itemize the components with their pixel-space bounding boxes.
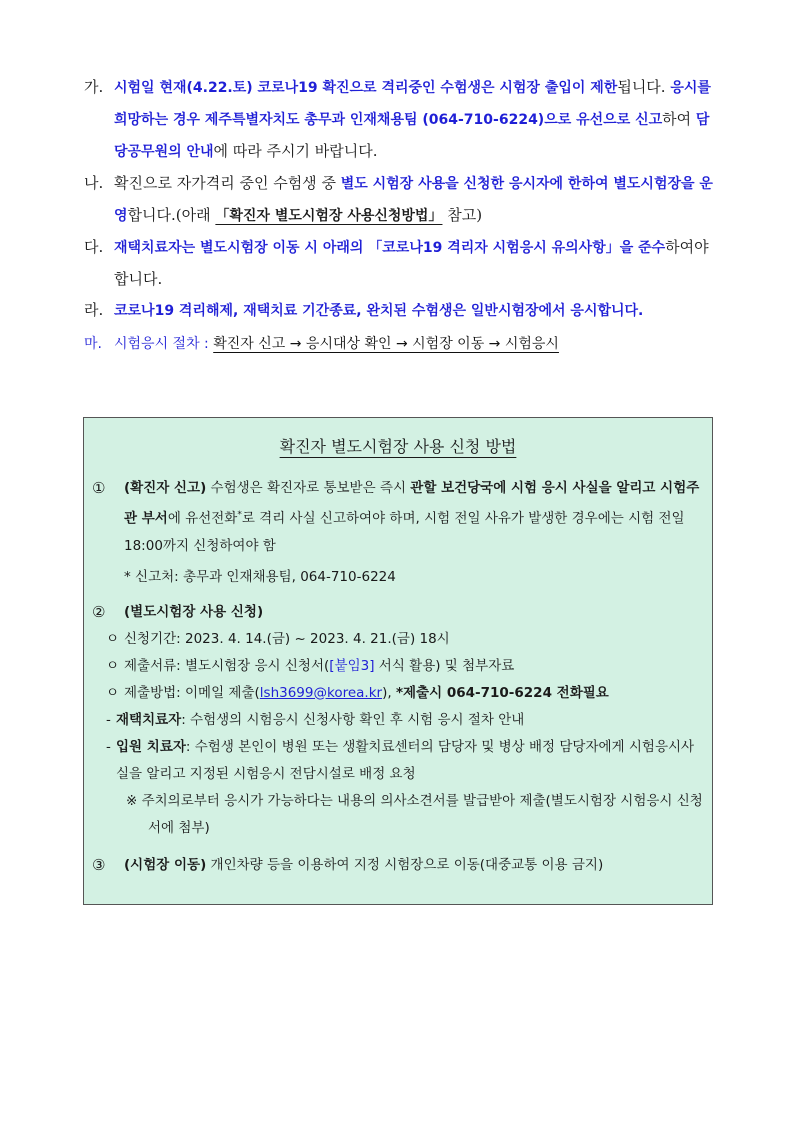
apply-documents xyxy=(92,653,704,680)
section-apply xyxy=(92,599,704,626)
phone-required-note: *제출시 064-710-6224 전화필요 xyxy=(395,684,609,701)
section-apply-marker: ② xyxy=(92,602,106,621)
email-link[interactable]: lsh3699@korea.kr xyxy=(259,684,383,701)
hospital-treatment-text: : 수험생 본인이 병원 또는 생활치료센터의 담당자 및 병상 배정 담당자에게 시험응시사실을 알리고 지정된 시험응시 전담시설로 배정 요청 xyxy=(116,738,695,782)
item-ra-highlight: 코로나19 격리해제, 재택치료 기간종료, 완치된 수험생은 일반시험장에서 응시합니다. xyxy=(114,303,644,319)
section-report-text3: 로 격리 사실 신고하여야 하며, 시험 전일 사유가 발생한 경우에는 시험 전일 18:00까지 신청하여야 함 xyxy=(124,510,685,554)
bullet-marker: ㅇ xyxy=(106,684,120,701)
section-report-text2: 에 유선전화 xyxy=(167,510,238,527)
item-ma-marker: 마. xyxy=(84,336,102,352)
home-treatment-item xyxy=(92,707,704,734)
home-treatment-head: 재택치료자 xyxy=(116,711,182,728)
item-ma-label: 시험응시 절차 : xyxy=(114,336,214,352)
dash-marker: - xyxy=(106,711,111,728)
section-move-text: 개인차량 등을 이용하여 지정 시험장으로 이동(대중교통 이용 금지) xyxy=(206,856,604,873)
item-ga-notice: 시험일 현재(4.22.토) 코로나19 확진으로 격리중인 수험생은 시험장 출입이 제한 xyxy=(114,80,618,96)
doctor-opinion-note: ※ 주치의로부터 응시가 가능하다는 내용의 의사소견서를 발급받아 제출(별도시험장 시험응시 신청서에 첨부) xyxy=(126,792,703,836)
apply-method xyxy=(92,680,704,707)
section-apply-head: (별도시험장 사용 신청) xyxy=(124,603,264,620)
report-contact-note: * 신고처: 총무과 인재채용팀, 064-710-6224 xyxy=(124,568,396,585)
item-ma xyxy=(84,329,716,360)
item-ra xyxy=(84,295,716,327)
item-ga xyxy=(84,72,716,168)
attachment-link[interactable]: [붙임3] xyxy=(329,657,375,674)
item-da-text: 하여야 합니다. xyxy=(114,238,709,288)
item-da-highlight: 재택치료자는 별도시험장 이동 시 아래의 「코로나19 격리자 시험응시 유의사항」을 준수 xyxy=(114,240,666,256)
item-na-text2: 합니다.(아래 xyxy=(127,206,216,224)
application-method-box xyxy=(83,417,713,905)
section-move xyxy=(92,852,704,879)
apply-period-text: 신청기간: 2023. 4. 14.(금) ~ 2023. 4. 21.(금) 18시 xyxy=(124,630,450,647)
section-report xyxy=(92,475,704,591)
bullet-marker: ㅇ xyxy=(106,630,120,647)
apply-period xyxy=(92,626,704,653)
section-move-head: (시험장 이동) xyxy=(124,856,207,873)
item-na-marker: 나. xyxy=(84,174,104,192)
item-na-highlight: 별도 시험장 사용을 신청한 응시자에 한하여 별도시험장을 운영 xyxy=(114,176,713,224)
document-body xyxy=(84,72,716,360)
apply-method-text: 제출방법: 이메일 제출( xyxy=(124,684,260,701)
section-report-text: 수험생은 확진자로 통보받은 즉시 xyxy=(206,480,411,496)
item-na xyxy=(84,168,716,232)
bullet-marker: ㅇ xyxy=(106,657,120,674)
item-da-marker: 다. xyxy=(84,238,104,256)
item-na-text: 확진으로 자가격리 중인 수험생 중 xyxy=(114,174,341,192)
item-ra-marker: 라. xyxy=(84,301,104,319)
box-title: 확진자 별도시험장 사용 신청 방법 xyxy=(279,437,517,456)
item-da xyxy=(84,232,716,295)
procedure-flow: 확진자 신고 → 응시대상 확인 → 시험장 이동 → 시험응시 xyxy=(213,336,559,352)
item-ga-marker: 가. xyxy=(84,78,104,96)
apply-documents-text: 제출서류: 별도시험장 응시 신청서( xyxy=(124,657,330,674)
item-ga-report: 응시를 희망하는 경우 제주특별자치도 총무과 인재채용팀 (064-710-6224)으로 유선으로 신고 xyxy=(114,80,711,128)
section-report-head: (확진자 신고) xyxy=(124,480,207,496)
hospital-treatment-head: 입원 치료자 xyxy=(116,738,186,755)
item-ga-text: 됩니다. xyxy=(617,78,671,96)
footnote-mark: * xyxy=(237,510,242,520)
item-na-text3: 참고) xyxy=(442,206,483,224)
dash-marker: - xyxy=(106,738,111,755)
item-ga-text3: 에 따라 주시기 바랍니다. xyxy=(213,142,378,160)
section-report-highlight: 관할 보건당국에 시험 응시 사실을 알리고 시험주관 부서 xyxy=(124,480,700,527)
apply-method-text2: ), xyxy=(382,684,396,701)
item-na-ref: 「확진자 별도시험장 사용신청방법」 xyxy=(215,208,443,224)
hospital-treatment-item xyxy=(92,734,704,788)
apply-documents-text2: 서식 활용) 및 첨부자료 xyxy=(374,657,515,674)
section-move-marker: ③ xyxy=(92,855,106,874)
item-ga-text2: 하여 xyxy=(662,110,696,128)
section-report-marker: ① xyxy=(92,479,106,497)
home-treatment-text: : 수험생의 시험응시 신청사항 확인 후 시험 응시 절차 안내 xyxy=(181,711,525,728)
item-ga-guide: 담당공무원의 안내 xyxy=(114,112,710,160)
